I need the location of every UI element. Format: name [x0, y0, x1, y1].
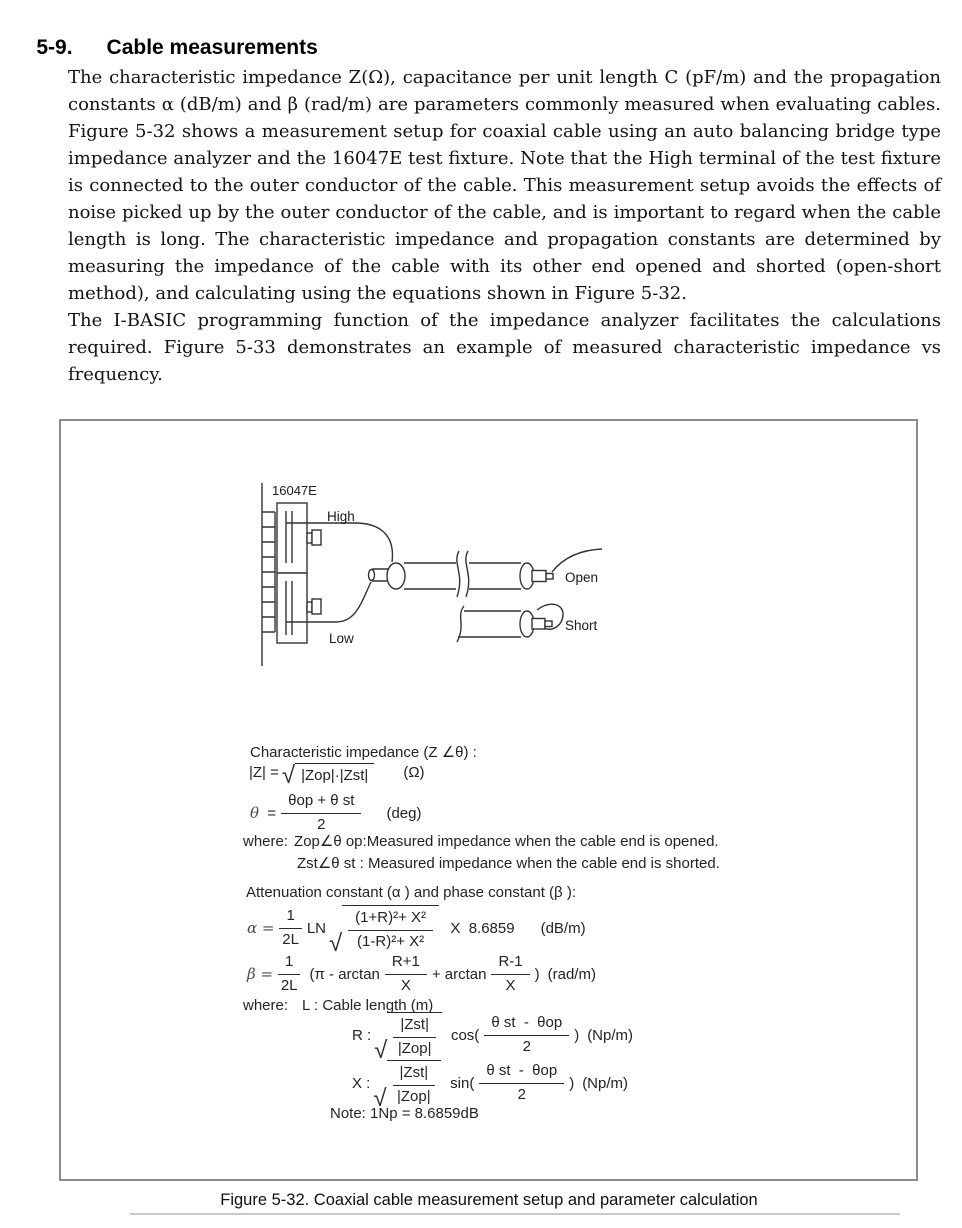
fraction-denominator: |Zop| [397, 1087, 431, 1105]
r-equation [352, 1012, 634, 1064]
r-lhs: R : [352, 1026, 372, 1044]
neper-note: Note: 1Np = 8.6859dB [330, 1105, 479, 1122]
radicand [342, 905, 439, 952]
radical-symbol: √ [281, 762, 296, 789]
fraction-numerator: θop + θ st [281, 792, 361, 814]
short-cable [457, 604, 563, 642]
square-root [374, 1012, 442, 1064]
fraction-denominator: 2 [517, 1085, 526, 1103]
x-lhs: X : [352, 1074, 371, 1092]
radicand [387, 1012, 442, 1059]
rad-per-m-unit: (rad/m) [547, 965, 596, 983]
impedance-ratio-fraction [393, 1064, 436, 1107]
cable-connector-plug [369, 563, 406, 589]
alpha-equation [247, 905, 586, 957]
deg-unit: (deg) [386, 804, 422, 822]
theta-equation [250, 792, 421, 835]
fraction-denominator: X [505, 976, 516, 994]
np-per-m-unit: (Np/m) [587, 1026, 634, 1044]
sin-operator: sin( [450, 1074, 475, 1092]
scan-artifact-line [130, 1213, 900, 1215]
r-minus-1-fraction [491, 953, 529, 996]
radical-symbol: √ [373, 1084, 387, 1112]
analyzer-panel [262, 483, 275, 666]
zop-term: Zop∠θ op: [294, 833, 367, 850]
fraction-numerator: 1 [279, 907, 301, 929]
square-root [373, 1060, 441, 1112]
fraction-numerator: 1 [278, 953, 300, 975]
square-root [329, 905, 439, 957]
theta-fraction [281, 792, 361, 835]
fraction-numerator: (1+R)²+ X² [348, 909, 433, 931]
fraction-numerator: θ st - θop [484, 1014, 569, 1036]
fraction-numerator: θ st - θop [479, 1062, 564, 1084]
z-lhs: |Z| = [249, 764, 279, 782]
fraction-denominator: 2 [522, 1037, 531, 1055]
figure-caption: Figure 5-32. Coaxial cable measurement setup and parameter calculation [220, 1191, 758, 1209]
body-text [68, 64, 941, 388]
radical-symbol: √ [374, 1036, 388, 1064]
theta-lhs: θ [250, 804, 260, 823]
close-paren: ) [569, 1074, 575, 1092]
db-per-m-unit: (dB/m) [540, 919, 586, 937]
pi-arctan-term: (π - arctan [305, 965, 380, 983]
z-magnitude-equation [249, 762, 425, 789]
radical-symbol: √ [329, 929, 343, 957]
plus-arctan-term: + arctan [431, 965, 487, 983]
close-paren: ) [574, 1026, 580, 1044]
impedance-where-line-2 [297, 854, 720, 872]
where-label: where: [243, 832, 289, 850]
fraction-denominator: 2L [280, 976, 298, 994]
beta-equation [247, 953, 596, 996]
section-number: 5-9. [36, 36, 73, 59]
zop-description: Measured impedance when the cable end is opened. [366, 832, 719, 850]
fraction-numerator: |Zst| [393, 1064, 436, 1086]
cos-operator: cos( [450, 1026, 480, 1044]
inverse-2L-fraction [278, 953, 300, 996]
fraction-denominator: X [400, 976, 411, 994]
open-end-label: Open [565, 570, 599, 585]
phase-difference-fraction [484, 1014, 569, 1057]
ln-operator: LN [306, 919, 326, 937]
radicand-fraction [348, 909, 433, 952]
zst-term: Zst∠θ st : [297, 855, 364, 872]
impedance-ratio-fraction [393, 1016, 436, 1059]
paragraph-1: The characteristic impedance Z(Ω), capacitance per unit length C (pF/m) and the propagation constants α (dB/m) and β (rad/m) are parameters commonly measured when evaluating cables. Figure 5-32 shows a measurement setup for coaxial cable using an auto balancing bridge type impedance analyzer and the 16047E test fixture. Note that the High terminal of the test fixture is connected to the outer conductor of the cable. This measurement setup avoids the effects of noise picked up by the outer conductor of the cable, and is important to regard when the cable length is long. The characteristic impedance and propagation constants are determined by measuring the impedance of the cable with its other end opened and shorted (open-short method), and calculating using the equations shown in Figure 5-32. [68, 67, 941, 304]
fraction-denominator: (1-R)²+ X² [357, 932, 425, 950]
x-equation [352, 1060, 629, 1112]
fraction-numerator: |Zst| [393, 1016, 436, 1038]
equals-sign: = [259, 804, 277, 822]
np-per-m-unit: (Np/m) [582, 1074, 629, 1092]
phase-difference-fraction [479, 1062, 564, 1105]
r-plus-1-fraction [385, 953, 427, 996]
fraction-numerator: R-1 [491, 953, 529, 975]
short-end-label: Short [565, 618, 598, 633]
impedance-where-line-1 [243, 832, 719, 850]
fraction-denominator: 2 [317, 815, 326, 833]
cable-length-definition: L : Cable length (m) [302, 997, 434, 1014]
radicand [387, 1060, 442, 1107]
propagation-heading: Attenuation constant (α ) and phase constant (β ): [246, 884, 576, 901]
alpha-lhs: α = [247, 919, 275, 938]
zst-description: Measured impedance when the cable end is shorted. [363, 854, 720, 872]
impedance-heading: Characteristic impedance (Z ∠θ) : [250, 744, 477, 761]
fixture-model-label: 16047E [272, 483, 317, 498]
low-terminal-label: Low [329, 631, 354, 646]
fraction-denominator: |Zop| [397, 1039, 432, 1057]
multiplier: X 8.6859 [442, 919, 515, 937]
fraction-denominator: 2L [282, 930, 299, 948]
inverse-2L-fraction [279, 907, 301, 950]
measurement-setup-diagram [250, 478, 650, 670]
section-title: Cable measurements [106, 36, 318, 59]
ohm-unit: (Ω) [403, 764, 425, 782]
beta-lhs: β = [247, 965, 274, 984]
where-label: where: [243, 997, 289, 1014]
paragraph-2: The I-BASIC programming function of the impedance analyzer facilitates the calculations required. Figure 5-33 demonstrates an example of measured characteristic impedance vs frequency. [68, 310, 941, 385]
close-paren: ) [534, 965, 540, 983]
high-terminal-label: High [327, 509, 355, 524]
radicand: |Zop|·|Zst| [295, 763, 374, 784]
square-root [281, 762, 374, 789]
fraction-numerator: R+1 [385, 953, 427, 975]
